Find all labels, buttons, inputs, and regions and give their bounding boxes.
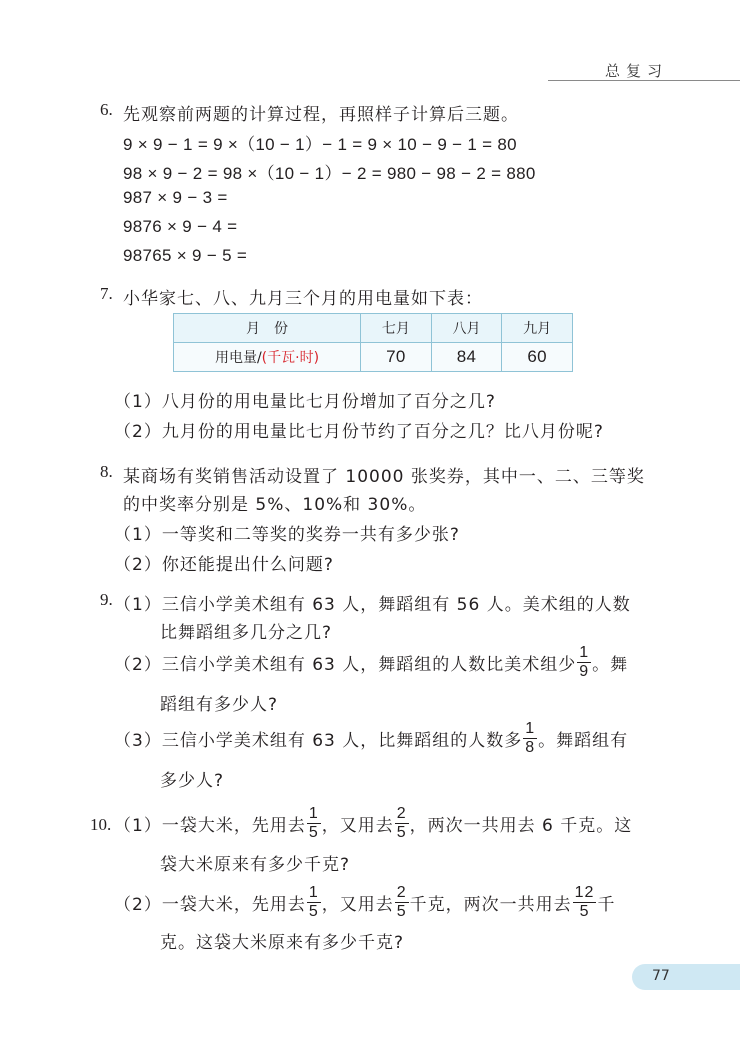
header-rule [548,80,740,81]
q10-sub-2-line-1 [114,880,615,924]
text-run: ，又用去 [321,815,394,836]
fraction-numerator: 2 [396,883,407,901]
fraction-denominator: 9 [579,662,590,680]
q6-prompt: 先观察前两题的计算过程，再照样子计算后三题。 [123,105,519,125]
table-cell: 70 [361,343,432,372]
text-run: ，又用去 [321,894,394,915]
q8-sub-1: （1）一等奖和二等奖的奖券一共有多少张? [114,525,460,545]
text-run: （2）一袋大米，先用去 [114,894,306,915]
table-header-month: 九月 [502,314,573,343]
row-label-text: 用电量/ [214,350,262,366]
table-cell: 84 [431,343,502,372]
text-run: 。舞蹈组有 [538,730,629,751]
fraction-numerator: 1 [579,643,590,661]
q8-line-2: 的中奖率分别是 5%、10%和 30%。 [123,495,427,515]
fraction-denominator: 5 [308,823,319,841]
q9-sub-3-line-1 [114,716,628,760]
q9-sub-1-line-2: 比舞蹈组多几分之几? [160,623,333,643]
text-run: （1）一袋大米，先用去 [114,815,306,836]
table-header-row [174,314,573,343]
text-run: 千克，两次一共用去 [409,894,572,915]
fraction [395,885,409,920]
table-cell: 60 [502,343,573,372]
q8-sub-2: （2）你还能提出什么问题? [114,555,334,575]
fraction-denominator: 5 [308,902,319,920]
q9-sub-1-line-1: （1）三信小学美术组有 63 人，舞蹈组有 56 人。美术组的人数 [114,595,631,615]
q6-line-5: 98765 × 9 − 5 = [123,246,248,265]
q6-line-2: 98 × 9 − 2 = 98 ×（10 − 1）− 2 = 980 − 98 − 2 = 880 [123,164,536,183]
fraction-numerator: 1 [308,804,319,822]
q9-sub-3-line-2: 多少人? [160,771,225,791]
section-title: 总复习 [604,62,668,80]
q7-number: 7. [100,284,113,303]
q10-sub-2-line-2: 克。这袋大米原来有多少千克? [160,933,405,953]
fraction [523,721,537,756]
fraction-denominator: 8 [525,738,536,756]
text-run: 。舞 [592,654,629,675]
fraction-numerator: 1 [525,719,536,737]
table-header-label: 月 份 [174,314,361,343]
text-run: （3）三信小学美术组有 63 人，比舞蹈组的人数多 [114,730,523,751]
page-number: 77 [652,968,670,984]
electricity-table [173,313,573,372]
fraction-numerator: 2 [396,804,407,822]
q6-line-4: 9876 × 9 − 4 = [123,217,238,236]
fraction-denominator: 5 [396,902,407,920]
fraction-denominator: 5 [579,902,590,920]
q8-line-1: 某商场有奖销售活动设置了 10000 张奖券，其中一、二、三等奖 [123,467,645,487]
text-run: ，两次一共用去 6 千克。这 [409,815,633,836]
q8-number: 8. [100,462,113,481]
table-header-month: 七月 [361,314,432,343]
fraction [307,806,321,841]
table-row-label [174,343,361,372]
q7-sub-2: （2）九月份的用电量比七月份节约了百分之几？比八月份呢? [114,422,604,442]
q9-number: 9. [100,590,113,609]
q10-sub-1-line-2: 袋大米原来有多少千克? [160,855,351,875]
q7-sub-1: （1）八月份的用电量比七月份增加了百分之几? [114,392,496,412]
fraction-numerator: 1 [308,883,319,901]
row-unit: (千瓦·时) [261,350,320,366]
fraction [307,885,321,920]
table-header-month: 八月 [431,314,502,343]
q9-sub-2-line-2: 蹈组有多少人? [160,695,279,715]
q10-number: 10. [90,815,112,834]
fraction-numerator: 12 [574,883,595,901]
table-row [174,343,573,372]
page-number-badge [632,964,740,990]
q9-sub-2-line-1 [114,640,628,684]
fraction [577,645,591,680]
q6-number: 6. [100,100,113,119]
fraction [573,885,597,920]
fraction-denominator: 5 [396,823,407,841]
q10-sub-1-line-1 [114,801,632,845]
fraction [395,806,409,841]
q6-line-1: 9 × 9 − 1 = 9 ×（10 − 1）− 1 = 9 × 10 − 9 − 1 = 80 [123,135,517,154]
q7-prompt: 小华家七、八、九月三个月的用电量如下表： [123,289,483,309]
text-run: （2）三信小学美术组有 63 人，舞蹈组的人数比美术组少 [114,654,577,675]
text-run: 千 [597,894,616,915]
q6-line-3: 987 × 9 − 3 = [123,188,228,207]
